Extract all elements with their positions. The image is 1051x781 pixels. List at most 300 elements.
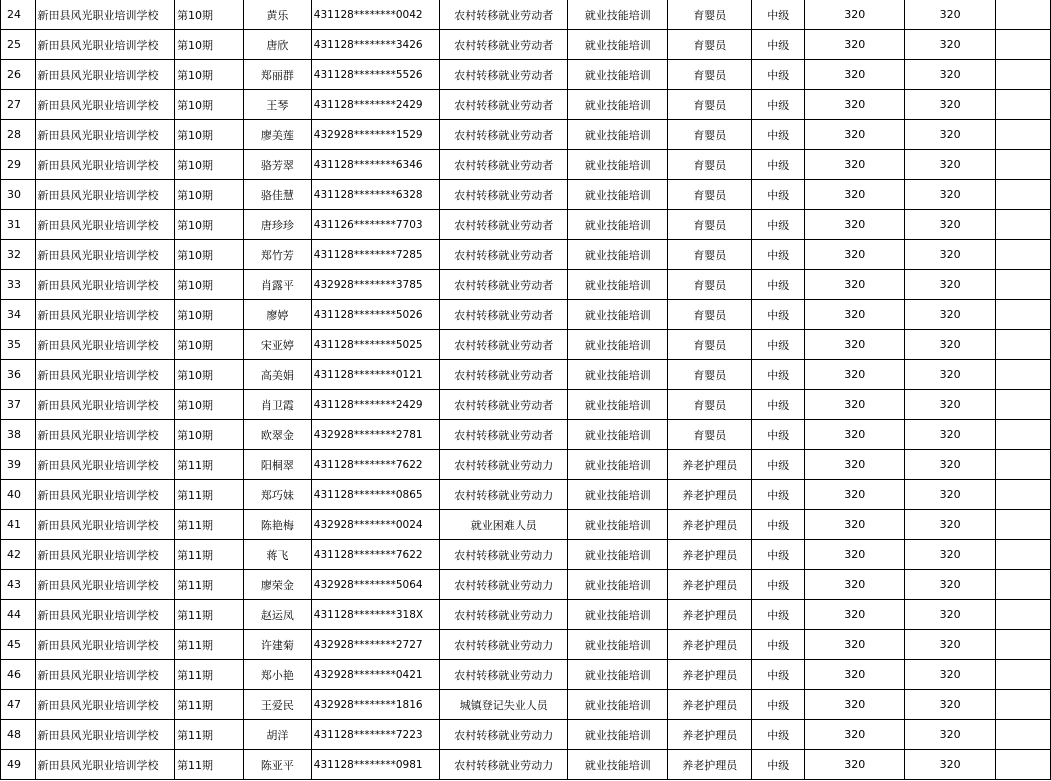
amount-cell[interactable]: 320 [805,750,905,780]
session-cell[interactable]: 第10期 [175,150,244,180]
amount-cell[interactable]: 320 [805,600,905,630]
row-number-cell[interactable]: 33 [1,270,36,300]
training-type-cell[interactable]: 就业技能培训 [568,390,668,420]
blank-cell[interactable] [995,60,1050,90]
occupation-cell[interactable]: 育婴员 [668,150,752,180]
training-type-cell[interactable]: 就业技能培训 [568,60,668,90]
level-cell[interactable]: 中级 [752,600,805,630]
training-type-cell[interactable]: 就业技能培训 [568,330,668,360]
name-cell[interactable]: 肖露平 [243,270,311,300]
blank-cell[interactable] [995,330,1050,360]
name-cell[interactable]: 阳桐翠 [243,450,311,480]
id-number-cell[interactable]: 431128********0042 [311,0,439,30]
name-cell[interactable]: 唐欣 [243,30,311,60]
occupation-cell[interactable]: 育婴员 [668,0,752,30]
subsidy-cell[interactable]: 320 [905,120,996,150]
id-number-cell[interactable]: 431128********7285 [311,240,439,270]
row-number-cell[interactable]: 49 [1,750,36,780]
name-cell[interactable]: 肖卫霞 [243,390,311,420]
session-cell[interactable]: 第11期 [175,630,244,660]
category-cell[interactable]: 农村转移就业劳动者 [440,300,568,330]
amount-cell[interactable]: 320 [805,90,905,120]
training-type-cell[interactable]: 就业技能培训 [568,630,668,660]
name-cell[interactable]: 黄乐 [243,0,311,30]
occupation-cell[interactable]: 育婴员 [668,420,752,450]
row-number-cell[interactable]: 28 [1,120,36,150]
occupation-cell[interactable]: 养老护理员 [668,540,752,570]
name-cell[interactable]: 廖美莲 [243,120,311,150]
occupation-cell[interactable]: 育婴员 [668,240,752,270]
amount-cell[interactable]: 320 [805,450,905,480]
blank-cell[interactable] [995,120,1050,150]
amount-cell[interactable]: 320 [805,630,905,660]
blank-cell[interactable] [995,750,1050,780]
category-cell[interactable]: 农村转移就业劳动者 [440,360,568,390]
id-number-cell[interactable]: 431128********318X [311,600,439,630]
row-number-cell[interactable]: 34 [1,300,36,330]
blank-cell[interactable] [995,510,1050,540]
id-number-cell[interactable]: 431128********5025 [311,330,439,360]
training-type-cell[interactable]: 就业技能培训 [568,750,668,780]
id-number-cell[interactable]: 431128********7622 [311,450,439,480]
blank-cell[interactable] [995,450,1050,480]
session-cell[interactable]: 第10期 [175,420,244,450]
training-type-cell[interactable]: 就业技能培训 [568,90,668,120]
row-number-cell[interactable]: 26 [1,60,36,90]
level-cell[interactable]: 中级 [752,540,805,570]
school-cell[interactable]: 新田县风光职业培训学校 [35,600,174,630]
amount-cell[interactable]: 320 [805,150,905,180]
id-number-cell[interactable]: 432928********3785 [311,270,439,300]
session-cell[interactable]: 第10期 [175,300,244,330]
level-cell[interactable]: 中级 [752,0,805,30]
school-cell[interactable]: 新田县风光职业培训学校 [35,180,174,210]
training-type-cell[interactable]: 就业技能培训 [568,0,668,30]
session-cell[interactable]: 第10期 [175,270,244,300]
level-cell[interactable]: 中级 [752,120,805,150]
blank-cell[interactable] [995,420,1050,450]
category-cell[interactable]: 农村转移就业劳动者 [440,420,568,450]
blank-cell[interactable] [995,540,1050,570]
id-number-cell[interactable]: 431128********5026 [311,300,439,330]
level-cell[interactable]: 中级 [752,690,805,720]
subsidy-cell[interactable]: 320 [905,750,996,780]
blank-cell[interactable] [995,390,1050,420]
row-number-cell[interactable]: 27 [1,90,36,120]
amount-cell[interactable]: 320 [805,180,905,210]
subsidy-cell[interactable]: 320 [905,660,996,690]
category-cell[interactable]: 农村转移就业劳动力 [440,570,568,600]
amount-cell[interactable]: 320 [805,720,905,750]
training-type-cell[interactable]: 就业技能培训 [568,660,668,690]
id-number-cell[interactable]: 432928********1816 [311,690,439,720]
name-cell[interactable]: 陈艳梅 [243,510,311,540]
school-cell[interactable]: 新田县风光职业培训学校 [35,30,174,60]
training-type-cell[interactable]: 就业技能培训 [568,570,668,600]
category-cell[interactable]: 农村转移就业劳动力 [440,750,568,780]
training-type-cell[interactable]: 就业技能培训 [568,300,668,330]
session-cell[interactable]: 第11期 [175,450,244,480]
subsidy-cell[interactable]: 320 [905,690,996,720]
amount-cell[interactable]: 320 [805,330,905,360]
blank-cell[interactable] [995,360,1050,390]
category-cell[interactable]: 农村转移就业劳动者 [440,90,568,120]
session-cell[interactable]: 第10期 [175,60,244,90]
level-cell[interactable]: 中级 [752,300,805,330]
category-cell[interactable]: 农村转移就业劳动者 [440,30,568,60]
name-cell[interactable]: 许建菊 [243,630,311,660]
school-cell[interactable]: 新田县风光职业培训学校 [35,360,174,390]
level-cell[interactable]: 中级 [752,450,805,480]
training-type-cell[interactable]: 就业技能培训 [568,720,668,750]
level-cell[interactable]: 中级 [752,150,805,180]
occupation-cell[interactable]: 养老护理员 [668,660,752,690]
subsidy-cell[interactable]: 320 [905,150,996,180]
row-number-cell[interactable]: 25 [1,30,36,60]
id-number-cell[interactable]: 431126********7703 [311,210,439,240]
training-type-cell[interactable]: 就业技能培训 [568,360,668,390]
training-type-cell[interactable]: 就业技能培训 [568,510,668,540]
session-cell[interactable]: 第10期 [175,120,244,150]
id-number-cell[interactable]: 431128********7223 [311,720,439,750]
training-type-cell[interactable]: 就业技能培训 [568,420,668,450]
school-cell[interactable]: 新田县风光职业培训学校 [35,450,174,480]
occupation-cell[interactable]: 育婴员 [668,60,752,90]
school-cell[interactable]: 新田县风光职业培训学校 [35,150,174,180]
session-cell[interactable]: 第11期 [175,600,244,630]
occupation-cell[interactable]: 育婴员 [668,30,752,60]
occupation-cell[interactable]: 育婴员 [668,390,752,420]
school-cell[interactable]: 新田县风光职业培训学校 [35,210,174,240]
amount-cell[interactable]: 320 [805,690,905,720]
level-cell[interactable]: 中级 [752,360,805,390]
blank-cell[interactable] [995,600,1050,630]
occupation-cell[interactable]: 育婴员 [668,300,752,330]
training-type-cell[interactable]: 就业技能培训 [568,600,668,630]
session-cell[interactable]: 第11期 [175,480,244,510]
row-number-cell[interactable]: 43 [1,570,36,600]
amount-cell[interactable]: 320 [805,480,905,510]
category-cell[interactable]: 农村转移就业劳动者 [440,210,568,240]
level-cell[interactable]: 中级 [752,570,805,600]
category-cell[interactable]: 城镇登记失业人员 [440,690,568,720]
session-cell[interactable]: 第11期 [175,690,244,720]
name-cell[interactable]: 赵运凤 [243,600,311,630]
subsidy-cell[interactable]: 320 [905,30,996,60]
name-cell[interactable]: 高美娟 [243,360,311,390]
name-cell[interactable]: 唐珍珍 [243,210,311,240]
blank-cell[interactable] [995,720,1050,750]
id-number-cell[interactable]: 432928********5064 [311,570,439,600]
blank-cell[interactable] [995,570,1050,600]
category-cell[interactable]: 农村转移就业劳动力 [440,630,568,660]
training-type-cell[interactable]: 就业技能培训 [568,480,668,510]
level-cell[interactable]: 中级 [752,330,805,360]
id-number-cell[interactable]: 431128********7622 [311,540,439,570]
training-type-cell[interactable]: 就业技能培训 [568,450,668,480]
occupation-cell[interactable]: 育婴员 [668,90,752,120]
session-cell[interactable]: 第10期 [175,0,244,30]
row-number-cell[interactable]: 24 [1,0,36,30]
category-cell[interactable]: 农村转移就业劳动者 [440,330,568,360]
id-number-cell[interactable]: 431128********3426 [311,30,439,60]
occupation-cell[interactable]: 养老护理员 [668,600,752,630]
name-cell[interactable]: 陈亚平 [243,750,311,780]
category-cell[interactable]: 农村转移就业劳动者 [440,0,568,30]
blank-cell[interactable] [995,480,1050,510]
id-number-cell[interactable]: 431128********6328 [311,180,439,210]
subsidy-cell[interactable]: 320 [905,480,996,510]
row-number-cell[interactable]: 40 [1,480,36,510]
subsidy-cell[interactable]: 320 [905,0,996,30]
row-number-cell[interactable]: 46 [1,660,36,690]
subsidy-cell[interactable]: 320 [905,240,996,270]
id-number-cell[interactable]: 431128********5526 [311,60,439,90]
school-cell[interactable]: 新田县风光职业培训学校 [35,480,174,510]
id-number-cell[interactable]: 432928********1529 [311,120,439,150]
amount-cell[interactable]: 320 [805,660,905,690]
level-cell[interactable]: 中级 [752,240,805,270]
session-cell[interactable]: 第11期 [175,510,244,540]
session-cell[interactable]: 第10期 [175,180,244,210]
id-number-cell[interactable]: 432928********2781 [311,420,439,450]
school-cell[interactable]: 新田县风光职业培训学校 [35,510,174,540]
name-cell[interactable]: 骆佳慧 [243,180,311,210]
subsidy-cell[interactable]: 320 [905,540,996,570]
subsidy-cell[interactable]: 320 [905,270,996,300]
subsidy-cell[interactable]: 320 [905,360,996,390]
amount-cell[interactable]: 320 [805,420,905,450]
occupation-cell[interactable]: 养老护理员 [668,630,752,660]
training-type-cell[interactable]: 就业技能培训 [568,210,668,240]
id-number-cell[interactable]: 431128********0121 [311,360,439,390]
name-cell[interactable]: 郑巧妹 [243,480,311,510]
subsidy-cell[interactable]: 320 [905,510,996,540]
training-type-cell[interactable]: 就业技能培训 [568,240,668,270]
name-cell[interactable]: 郑小艳 [243,660,311,690]
session-cell[interactable]: 第11期 [175,540,244,570]
school-cell[interactable]: 新田县风光职业培训学校 [35,390,174,420]
subsidy-cell[interactable]: 320 [905,210,996,240]
occupation-cell[interactable]: 育婴员 [668,330,752,360]
row-number-cell[interactable]: 48 [1,720,36,750]
amount-cell[interactable]: 320 [805,0,905,30]
row-number-cell[interactable]: 31 [1,210,36,240]
row-number-cell[interactable]: 47 [1,690,36,720]
blank-cell[interactable] [995,210,1050,240]
level-cell[interactable]: 中级 [752,660,805,690]
blank-cell[interactable] [995,90,1050,120]
amount-cell[interactable]: 320 [805,120,905,150]
name-cell[interactable]: 宋亚婷 [243,330,311,360]
training-type-cell[interactable]: 就业技能培训 [568,540,668,570]
level-cell[interactable]: 中级 [752,180,805,210]
blank-cell[interactable] [995,630,1050,660]
subsidy-cell[interactable]: 320 [905,450,996,480]
category-cell[interactable]: 农村转移就业劳动力 [440,480,568,510]
id-number-cell[interactable]: 432928********0421 [311,660,439,690]
row-number-cell[interactable]: 45 [1,630,36,660]
name-cell[interactable]: 欧翠金 [243,420,311,450]
occupation-cell[interactable]: 育婴员 [668,180,752,210]
blank-cell[interactable] [995,270,1050,300]
school-cell[interactable]: 新田县风光职业培训学校 [35,240,174,270]
subsidy-cell[interactable]: 320 [905,720,996,750]
session-cell[interactable]: 第10期 [175,390,244,420]
session-cell[interactable]: 第10期 [175,360,244,390]
blank-cell[interactable] [995,150,1050,180]
training-type-cell[interactable]: 就业技能培训 [568,180,668,210]
name-cell[interactable]: 廖荣金 [243,570,311,600]
level-cell[interactable]: 中级 [752,750,805,780]
category-cell[interactable]: 农村转移就业劳动者 [440,240,568,270]
school-cell[interactable]: 新田县风光职业培训学校 [35,60,174,90]
row-number-cell[interactable]: 38 [1,420,36,450]
category-cell[interactable]: 农村转移就业劳动力 [440,540,568,570]
level-cell[interactable]: 中级 [752,210,805,240]
blank-cell[interactable] [995,30,1050,60]
subsidy-cell[interactable]: 320 [905,60,996,90]
row-number-cell[interactable]: 32 [1,240,36,270]
name-cell[interactable]: 郑丽群 [243,60,311,90]
training-type-cell[interactable]: 就业技能培训 [568,120,668,150]
occupation-cell[interactable]: 育婴员 [668,210,752,240]
subsidy-cell[interactable]: 320 [905,630,996,660]
name-cell[interactable]: 郑竹芳 [243,240,311,270]
school-cell[interactable]: 新田县风光职业培训学校 [35,750,174,780]
session-cell[interactable]: 第10期 [175,30,244,60]
row-number-cell[interactable]: 37 [1,390,36,420]
amount-cell[interactable]: 320 [805,570,905,600]
subsidy-cell[interactable]: 320 [905,600,996,630]
subsidy-cell[interactable]: 320 [905,390,996,420]
amount-cell[interactable]: 320 [805,360,905,390]
session-cell[interactable]: 第11期 [175,750,244,780]
level-cell[interactable]: 中级 [752,720,805,750]
row-number-cell[interactable]: 30 [1,180,36,210]
amount-cell[interactable]: 320 [805,210,905,240]
category-cell[interactable]: 农村转移就业劳动者 [440,60,568,90]
occupation-cell[interactable]: 养老护理员 [668,690,752,720]
id-number-cell[interactable]: 431128********6346 [311,150,439,180]
level-cell[interactable]: 中级 [752,630,805,660]
amount-cell[interactable]: 320 [805,300,905,330]
school-cell[interactable]: 新田县风光职业培训学校 [35,720,174,750]
blank-cell[interactable] [995,0,1050,30]
row-number-cell[interactable]: 39 [1,450,36,480]
school-cell[interactable]: 新田县风光职业培训学校 [35,330,174,360]
school-cell[interactable]: 新田县风光职业培训学校 [35,690,174,720]
blank-cell[interactable] [995,660,1050,690]
school-cell[interactable]: 新田县风光职业培训学校 [35,660,174,690]
level-cell[interactable]: 中级 [752,30,805,60]
row-number-cell[interactable]: 36 [1,360,36,390]
id-number-cell[interactable]: 431128********0981 [311,750,439,780]
row-number-cell[interactable]: 35 [1,330,36,360]
category-cell[interactable]: 就业困难人员 [440,510,568,540]
row-number-cell[interactable]: 29 [1,150,36,180]
subsidy-cell[interactable]: 320 [905,420,996,450]
category-cell[interactable]: 农村转移就业劳动者 [440,150,568,180]
session-cell[interactable]: 第10期 [175,330,244,360]
level-cell[interactable]: 中级 [752,90,805,120]
category-cell[interactable]: 农村转移就业劳动力 [440,600,568,630]
level-cell[interactable]: 中级 [752,390,805,420]
name-cell[interactable]: 王爱民 [243,690,311,720]
category-cell[interactable]: 农村转移就业劳动力 [440,660,568,690]
session-cell[interactable]: 第10期 [175,90,244,120]
school-cell[interactable]: 新田县风光职业培训学校 [35,300,174,330]
category-cell[interactable]: 农村转移就业劳动力 [440,450,568,480]
session-cell[interactable]: 第11期 [175,570,244,600]
subsidy-cell[interactable]: 320 [905,330,996,360]
id-number-cell[interactable]: 432928********2727 [311,630,439,660]
name-cell[interactable]: 廖婷 [243,300,311,330]
category-cell[interactable]: 农村转移就业劳动者 [440,270,568,300]
amount-cell[interactable]: 320 [805,60,905,90]
subsidy-cell[interactable]: 320 [905,300,996,330]
row-number-cell[interactable]: 41 [1,510,36,540]
level-cell[interactable]: 中级 [752,60,805,90]
training-type-cell[interactable]: 就业技能培训 [568,30,668,60]
name-cell[interactable]: 胡洋 [243,720,311,750]
level-cell[interactable]: 中级 [752,420,805,450]
school-cell[interactable]: 新田县风光职业培训学校 [35,0,174,30]
level-cell[interactable]: 中级 [752,480,805,510]
blank-cell[interactable] [995,300,1050,330]
id-number-cell[interactable]: 431128********0865 [311,480,439,510]
occupation-cell[interactable]: 养老护理员 [668,450,752,480]
school-cell[interactable]: 新田县风光职业培训学校 [35,90,174,120]
category-cell[interactable]: 农村转移就业劳动者 [440,120,568,150]
subsidy-cell[interactable]: 320 [905,570,996,600]
amount-cell[interactable]: 320 [805,540,905,570]
occupation-cell[interactable]: 养老护理员 [668,510,752,540]
training-type-cell[interactable]: 就业技能培训 [568,690,668,720]
session-cell[interactable]: 第10期 [175,210,244,240]
occupation-cell[interactable]: 养老护理员 [668,570,752,600]
training-type-cell[interactable]: 就业技能培训 [568,270,668,300]
occupation-cell[interactable]: 养老护理员 [668,720,752,750]
amount-cell[interactable]: 320 [805,270,905,300]
blank-cell[interactable] [995,240,1050,270]
session-cell[interactable]: 第10期 [175,240,244,270]
school-cell[interactable]: 新田县风光职业培训学校 [35,570,174,600]
session-cell[interactable]: 第11期 [175,660,244,690]
occupation-cell[interactable]: 育婴员 [668,120,752,150]
session-cell[interactable]: 第11期 [175,720,244,750]
occupation-cell[interactable]: 育婴员 [668,270,752,300]
subsidy-cell[interactable]: 320 [905,90,996,120]
school-cell[interactable]: 新田县风光职业培训学校 [35,630,174,660]
amount-cell[interactable]: 320 [805,510,905,540]
id-number-cell[interactable]: 431128********2429 [311,390,439,420]
school-cell[interactable]: 新田县风光职业培训学校 [35,270,174,300]
occupation-cell[interactable]: 育婴员 [668,360,752,390]
subsidy-cell[interactable]: 320 [905,180,996,210]
category-cell[interactable]: 农村转移就业劳动者 [440,180,568,210]
blank-cell[interactable] [995,690,1050,720]
school-cell[interactable]: 新田县风光职业培训学校 [35,420,174,450]
row-number-cell[interactable]: 42 [1,540,36,570]
name-cell[interactable]: 骆芳翠 [243,150,311,180]
name-cell[interactable]: 蒋飞 [243,540,311,570]
occupation-cell[interactable]: 养老护理员 [668,750,752,780]
blank-cell[interactable] [995,180,1050,210]
name-cell[interactable]: 王琴 [243,90,311,120]
category-cell[interactable]: 农村转移就业劳动者 [440,390,568,420]
category-cell[interactable]: 农村转移就业劳动力 [440,720,568,750]
